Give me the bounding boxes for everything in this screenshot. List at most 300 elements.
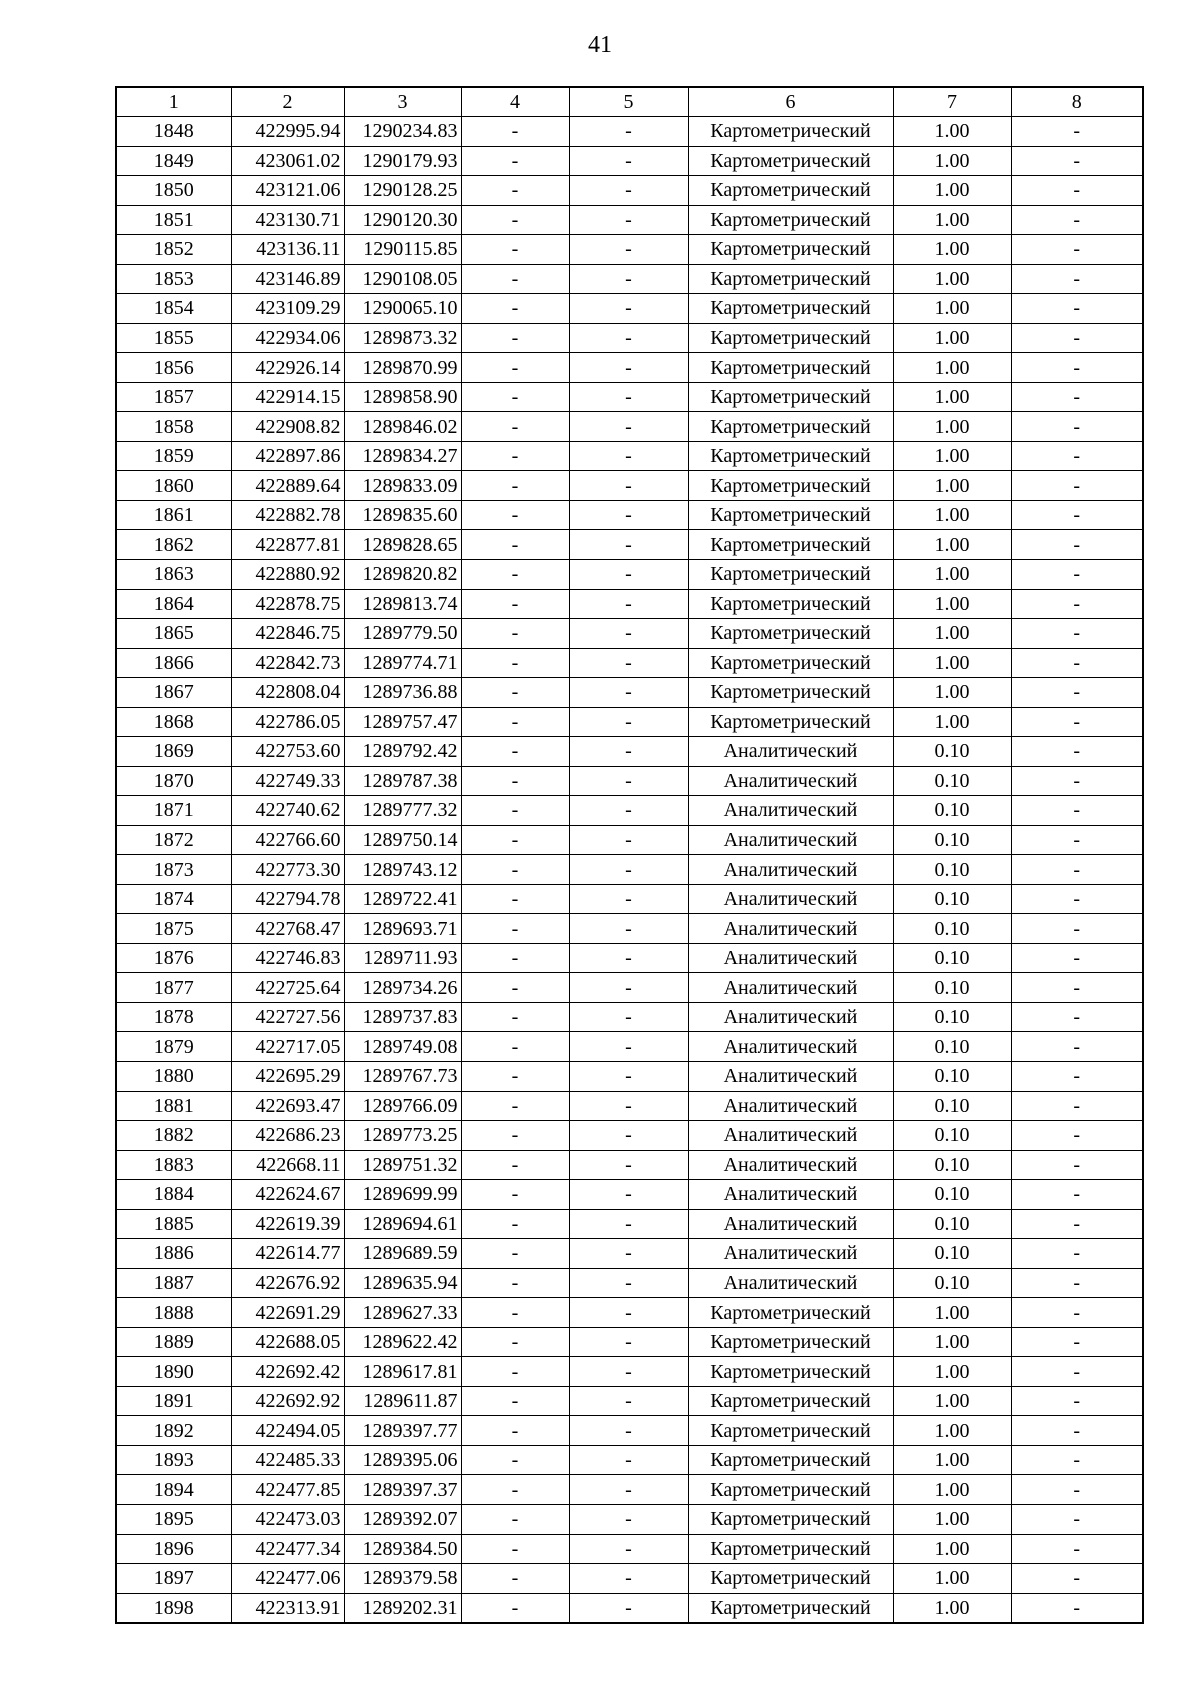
col4-cell: - bbox=[461, 825, 569, 855]
y-coordinate-cell: 1289792.42 bbox=[344, 737, 461, 767]
x-coordinate-cell: 422691.29 bbox=[231, 1298, 344, 1328]
col5-cell: - bbox=[569, 855, 688, 885]
y-coordinate-cell: 1289820.82 bbox=[344, 559, 461, 589]
table-row bbox=[116, 1150, 1143, 1180]
y-coordinate-cell: 1289833.09 bbox=[344, 471, 461, 501]
x-coordinate-cell: 422668.11 bbox=[231, 1150, 344, 1180]
col8-cell: - bbox=[1011, 1268, 1143, 1298]
point-number-cell: 1897 bbox=[116, 1564, 231, 1594]
col8-cell: - bbox=[1011, 619, 1143, 649]
col5-cell: - bbox=[569, 1062, 688, 1092]
col8-cell: - bbox=[1011, 884, 1143, 914]
accuracy-cell: 0.10 bbox=[893, 766, 1011, 796]
x-coordinate-cell: 422768.47 bbox=[231, 914, 344, 944]
col8-cell: - bbox=[1011, 500, 1143, 530]
y-coordinate-cell: 1290108.05 bbox=[344, 264, 461, 294]
table-row bbox=[116, 1593, 1143, 1623]
col5-cell: - bbox=[569, 619, 688, 649]
table-row bbox=[116, 235, 1143, 265]
method-cell: Картометрический bbox=[688, 1593, 893, 1623]
y-coordinate-cell: 1289736.88 bbox=[344, 678, 461, 708]
col4-cell: - bbox=[461, 973, 569, 1003]
col4-cell: - bbox=[461, 1150, 569, 1180]
y-coordinate-cell: 1289379.58 bbox=[344, 1564, 461, 1594]
table-row bbox=[116, 294, 1143, 324]
x-coordinate-cell: 422725.64 bbox=[231, 973, 344, 1003]
col5-cell: - bbox=[569, 766, 688, 796]
table-row bbox=[116, 678, 1143, 708]
table-row bbox=[116, 1357, 1143, 1387]
x-coordinate-cell: 423109.29 bbox=[231, 294, 344, 324]
col8-cell: - bbox=[1011, 294, 1143, 324]
table-row bbox=[116, 737, 1143, 767]
accuracy-cell: 0.10 bbox=[893, 855, 1011, 885]
table-row bbox=[116, 500, 1143, 530]
col5-cell: - bbox=[569, 1002, 688, 1032]
col8-cell: - bbox=[1011, 1239, 1143, 1269]
col4-cell: - bbox=[461, 1121, 569, 1151]
accuracy-cell: 1.00 bbox=[893, 117, 1011, 147]
col4-cell: - bbox=[461, 737, 569, 767]
table-row bbox=[116, 382, 1143, 412]
table-row bbox=[116, 1475, 1143, 1505]
table-header-row bbox=[116, 87, 1143, 117]
y-coordinate-cell: 1289787.38 bbox=[344, 766, 461, 796]
accuracy-cell: 1.00 bbox=[893, 589, 1011, 619]
x-coordinate-cell: 422889.64 bbox=[231, 471, 344, 501]
point-number-cell: 1879 bbox=[116, 1032, 231, 1062]
col4-cell: - bbox=[461, 1062, 569, 1092]
y-coordinate-cell: 1290120.30 bbox=[344, 205, 461, 235]
x-coordinate-cell: 422934.06 bbox=[231, 323, 344, 353]
point-number-cell: 1872 bbox=[116, 825, 231, 855]
y-coordinate-cell: 1289689.59 bbox=[344, 1239, 461, 1269]
point-number-cell: 1859 bbox=[116, 441, 231, 471]
col5-cell: - bbox=[569, 1180, 688, 1210]
method-cell: Картометрический bbox=[688, 648, 893, 678]
x-coordinate-cell: 423061.02 bbox=[231, 146, 344, 176]
y-coordinate-cell: 1290234.83 bbox=[344, 117, 461, 147]
method-cell: Картометрический bbox=[688, 707, 893, 737]
x-coordinate-cell: 422619.39 bbox=[231, 1209, 344, 1239]
table-row bbox=[116, 146, 1143, 176]
table-row bbox=[116, 884, 1143, 914]
col8-cell: - bbox=[1011, 737, 1143, 767]
point-number-cell: 1849 bbox=[116, 146, 231, 176]
y-coordinate-cell: 1289694.61 bbox=[344, 1209, 461, 1239]
column-header: 5 bbox=[569, 87, 688, 117]
table-row bbox=[116, 1564, 1143, 1594]
col8-cell: - bbox=[1011, 1062, 1143, 1092]
point-number-cell: 1889 bbox=[116, 1327, 231, 1357]
x-coordinate-cell: 422477.34 bbox=[231, 1534, 344, 1564]
col4-cell: - bbox=[461, 1239, 569, 1269]
col8-cell: - bbox=[1011, 323, 1143, 353]
col4-cell: - bbox=[461, 707, 569, 737]
y-coordinate-cell: 1289767.73 bbox=[344, 1062, 461, 1092]
col5-cell: - bbox=[569, 382, 688, 412]
column-header: 4 bbox=[461, 87, 569, 117]
x-coordinate-cell: 422727.56 bbox=[231, 1002, 344, 1032]
accuracy-cell: 1.00 bbox=[893, 619, 1011, 649]
col8-cell: - bbox=[1011, 1534, 1143, 1564]
y-coordinate-cell: 1289711.93 bbox=[344, 943, 461, 973]
accuracy-cell: 1.00 bbox=[893, 1504, 1011, 1534]
method-cell: Картометрический bbox=[688, 117, 893, 147]
accuracy-cell: 1.00 bbox=[893, 353, 1011, 383]
accuracy-cell: 0.10 bbox=[893, 1121, 1011, 1151]
accuracy-cell: 1.00 bbox=[893, 1445, 1011, 1475]
col5-cell: - bbox=[569, 1593, 688, 1623]
x-coordinate-cell: 422686.23 bbox=[231, 1121, 344, 1151]
accuracy-cell: 1.00 bbox=[893, 678, 1011, 708]
accuracy-cell: 0.10 bbox=[893, 825, 1011, 855]
col4-cell: - bbox=[461, 1180, 569, 1210]
col4-cell: - bbox=[461, 176, 569, 206]
table-row bbox=[116, 943, 1143, 973]
col8-cell: - bbox=[1011, 1386, 1143, 1416]
method-cell: Аналитический bbox=[688, 766, 893, 796]
col8-cell: - bbox=[1011, 117, 1143, 147]
point-number-cell: 1858 bbox=[116, 412, 231, 442]
accuracy-cell: 0.10 bbox=[893, 1150, 1011, 1180]
col5-cell: - bbox=[569, 117, 688, 147]
accuracy-cell: 0.10 bbox=[893, 1032, 1011, 1062]
y-coordinate-cell: 1290128.25 bbox=[344, 176, 461, 206]
table-row bbox=[116, 1416, 1143, 1446]
x-coordinate-cell: 423130.71 bbox=[231, 205, 344, 235]
point-number-cell: 1864 bbox=[116, 589, 231, 619]
table-row bbox=[116, 205, 1143, 235]
x-coordinate-cell: 422794.78 bbox=[231, 884, 344, 914]
y-coordinate-cell: 1289870.99 bbox=[344, 353, 461, 383]
col8-cell: - bbox=[1011, 1416, 1143, 1446]
col4-cell: - bbox=[461, 559, 569, 589]
y-coordinate-cell: 1289397.77 bbox=[344, 1416, 461, 1446]
point-number-cell: 1866 bbox=[116, 648, 231, 678]
method-cell: Аналитический bbox=[688, 1002, 893, 1032]
accuracy-cell: 1.00 bbox=[893, 205, 1011, 235]
col8-cell: - bbox=[1011, 559, 1143, 589]
col5-cell: - bbox=[569, 559, 688, 589]
col5-cell: - bbox=[569, 737, 688, 767]
method-cell: Картометрический bbox=[688, 559, 893, 589]
y-coordinate-cell: 1289384.50 bbox=[344, 1534, 461, 1564]
point-number-cell: 1869 bbox=[116, 737, 231, 767]
column-header: 8 bbox=[1011, 87, 1143, 117]
col4-cell: - bbox=[461, 619, 569, 649]
method-cell: Картометрический bbox=[688, 1504, 893, 1534]
col8-cell: - bbox=[1011, 1032, 1143, 1062]
y-coordinate-cell: 1289737.83 bbox=[344, 1002, 461, 1032]
col8-cell: - bbox=[1011, 176, 1143, 206]
x-coordinate-cell: 422494.05 bbox=[231, 1416, 344, 1446]
col4-cell: - bbox=[461, 1268, 569, 1298]
table-row bbox=[116, 707, 1143, 737]
method-cell: Картометрический bbox=[688, 1298, 893, 1328]
col4-cell: - bbox=[461, 1504, 569, 1534]
x-coordinate-cell: 422878.75 bbox=[231, 589, 344, 619]
col8-cell: - bbox=[1011, 235, 1143, 265]
accuracy-cell: 0.10 bbox=[893, 943, 1011, 973]
y-coordinate-cell: 1289699.99 bbox=[344, 1180, 461, 1210]
col8-cell: - bbox=[1011, 678, 1143, 708]
y-coordinate-cell: 1289846.02 bbox=[344, 412, 461, 442]
method-cell: Аналитический bbox=[688, 855, 893, 885]
x-coordinate-cell: 422842.73 bbox=[231, 648, 344, 678]
accuracy-cell: 1.00 bbox=[893, 500, 1011, 530]
table-row bbox=[116, 619, 1143, 649]
col5-cell: - bbox=[569, 1268, 688, 1298]
column-header: 7 bbox=[893, 87, 1011, 117]
y-coordinate-cell: 1289834.27 bbox=[344, 441, 461, 471]
point-number-cell: 1870 bbox=[116, 766, 231, 796]
table-row bbox=[116, 1002, 1143, 1032]
point-number-cell: 1852 bbox=[116, 235, 231, 265]
col5-cell: - bbox=[569, 1534, 688, 1564]
col8-cell: - bbox=[1011, 1593, 1143, 1623]
x-coordinate-cell: 422485.33 bbox=[231, 1445, 344, 1475]
y-coordinate-cell: 1289777.32 bbox=[344, 796, 461, 826]
col4-cell: - bbox=[461, 678, 569, 708]
x-coordinate-cell: 422908.82 bbox=[231, 412, 344, 442]
col4-cell: - bbox=[461, 1032, 569, 1062]
method-cell: Картометрический bbox=[688, 619, 893, 649]
accuracy-cell: 1.00 bbox=[893, 1475, 1011, 1505]
table-row bbox=[116, 1534, 1143, 1564]
table-row bbox=[116, 1091, 1143, 1121]
y-coordinate-cell: 1289813.74 bbox=[344, 589, 461, 619]
table-row bbox=[116, 1209, 1143, 1239]
y-coordinate-cell: 1289779.50 bbox=[344, 619, 461, 649]
point-number-cell: 1876 bbox=[116, 943, 231, 973]
x-coordinate-cell: 422877.81 bbox=[231, 530, 344, 560]
col4-cell: - bbox=[461, 530, 569, 560]
col5-cell: - bbox=[569, 678, 688, 708]
point-number-cell: 1850 bbox=[116, 176, 231, 206]
table-row bbox=[116, 1121, 1143, 1151]
y-coordinate-cell: 1289773.25 bbox=[344, 1121, 461, 1151]
col8-cell: - bbox=[1011, 471, 1143, 501]
method-cell: Картометрический bbox=[688, 235, 893, 265]
point-number-cell: 1887 bbox=[116, 1268, 231, 1298]
table-row bbox=[116, 559, 1143, 589]
method-cell: Аналитический bbox=[688, 884, 893, 914]
col4-cell: - bbox=[461, 1593, 569, 1623]
point-number-cell: 1862 bbox=[116, 530, 231, 560]
point-number-cell: 1881 bbox=[116, 1091, 231, 1121]
col8-cell: - bbox=[1011, 1091, 1143, 1121]
col5-cell: - bbox=[569, 943, 688, 973]
col4-cell: - bbox=[461, 146, 569, 176]
col5-cell: - bbox=[569, 294, 688, 324]
method-cell: Аналитический bbox=[688, 1062, 893, 1092]
col8-cell: - bbox=[1011, 707, 1143, 737]
col4-cell: - bbox=[461, 943, 569, 973]
x-coordinate-cell: 422695.29 bbox=[231, 1062, 344, 1092]
col5-cell: - bbox=[569, 648, 688, 678]
x-coordinate-cell: 422926.14 bbox=[231, 353, 344, 383]
x-coordinate-cell: 422473.03 bbox=[231, 1504, 344, 1534]
method-cell: Картометрический bbox=[688, 530, 893, 560]
accuracy-cell: 1.00 bbox=[893, 264, 1011, 294]
point-number-cell: 1857 bbox=[116, 382, 231, 412]
x-coordinate-cell: 422692.42 bbox=[231, 1357, 344, 1387]
method-cell: Картометрический bbox=[688, 353, 893, 383]
col4-cell: - bbox=[461, 323, 569, 353]
point-number-cell: 1888 bbox=[116, 1298, 231, 1328]
col4-cell: - bbox=[461, 500, 569, 530]
column-header: 2 bbox=[231, 87, 344, 117]
point-number-cell: 1895 bbox=[116, 1504, 231, 1534]
col8-cell: - bbox=[1011, 1298, 1143, 1328]
point-number-cell: 1871 bbox=[116, 796, 231, 826]
table-row bbox=[116, 353, 1143, 383]
col8-cell: - bbox=[1011, 973, 1143, 1003]
table-row bbox=[116, 1062, 1143, 1092]
col4-cell: - bbox=[461, 1386, 569, 1416]
col8-cell: - bbox=[1011, 1564, 1143, 1594]
col4-cell: - bbox=[461, 766, 569, 796]
x-coordinate-cell: 422614.77 bbox=[231, 1239, 344, 1269]
y-coordinate-cell: 1289757.47 bbox=[344, 707, 461, 737]
col8-cell: - bbox=[1011, 1357, 1143, 1387]
col8-cell: - bbox=[1011, 1504, 1143, 1534]
col8-cell: - bbox=[1011, 1209, 1143, 1239]
method-cell: Картометрический bbox=[688, 1564, 893, 1594]
page-number: 41 bbox=[588, 32, 612, 58]
point-number-cell: 1891 bbox=[116, 1386, 231, 1416]
accuracy-cell: 1.00 bbox=[893, 530, 1011, 560]
method-cell: Картометрический bbox=[688, 500, 893, 530]
accuracy-cell: 1.00 bbox=[893, 1416, 1011, 1446]
y-coordinate-cell: 1289774.71 bbox=[344, 648, 461, 678]
method-cell: Картометрический bbox=[688, 1327, 893, 1357]
coordinates-table bbox=[115, 86, 1144, 1624]
point-number-cell: 1875 bbox=[116, 914, 231, 944]
col5-cell: - bbox=[569, 1150, 688, 1180]
y-coordinate-cell: 1289617.81 bbox=[344, 1357, 461, 1387]
method-cell: Картометрический bbox=[688, 264, 893, 294]
col5-cell: - bbox=[569, 1209, 688, 1239]
y-coordinate-cell: 1289858.90 bbox=[344, 382, 461, 412]
col5-cell: - bbox=[569, 589, 688, 619]
table-row bbox=[116, 855, 1143, 885]
table-body bbox=[116, 117, 1143, 1624]
col5-cell: - bbox=[569, 412, 688, 442]
method-cell: Картометрический bbox=[688, 1386, 893, 1416]
y-coordinate-cell: 1289627.33 bbox=[344, 1298, 461, 1328]
method-cell: Аналитический bbox=[688, 914, 893, 944]
y-coordinate-cell: 1290179.93 bbox=[344, 146, 461, 176]
method-cell: Картометрический bbox=[688, 205, 893, 235]
y-coordinate-cell: 1289635.94 bbox=[344, 1268, 461, 1298]
x-coordinate-cell: 422477.85 bbox=[231, 1475, 344, 1505]
col4-cell: - bbox=[461, 589, 569, 619]
method-cell: Аналитический bbox=[688, 1268, 893, 1298]
x-coordinate-cell: 422676.92 bbox=[231, 1268, 344, 1298]
accuracy-cell: 1.00 bbox=[893, 382, 1011, 412]
y-coordinate-cell: 1290115.85 bbox=[344, 235, 461, 265]
method-cell: Аналитический bbox=[688, 737, 893, 767]
col4-cell: - bbox=[461, 1475, 569, 1505]
table-row bbox=[116, 766, 1143, 796]
y-coordinate-cell: 1290065.10 bbox=[344, 294, 461, 324]
accuracy-cell: 1.00 bbox=[893, 323, 1011, 353]
accuracy-cell: 0.10 bbox=[893, 1209, 1011, 1239]
method-cell: Картометрический bbox=[688, 146, 893, 176]
point-number-cell: 1861 bbox=[116, 500, 231, 530]
y-coordinate-cell: 1289749.08 bbox=[344, 1032, 461, 1062]
table-row bbox=[116, 796, 1143, 826]
method-cell: Аналитический bbox=[688, 1121, 893, 1151]
point-number-cell: 1865 bbox=[116, 619, 231, 649]
accuracy-cell: 1.00 bbox=[893, 1386, 1011, 1416]
method-cell: Картометрический bbox=[688, 471, 893, 501]
col5-cell: - bbox=[569, 500, 688, 530]
x-coordinate-cell: 422693.47 bbox=[231, 1091, 344, 1121]
col8-cell: - bbox=[1011, 1121, 1143, 1151]
accuracy-cell: 0.10 bbox=[893, 1091, 1011, 1121]
col5-cell: - bbox=[569, 796, 688, 826]
table-row bbox=[116, 1180, 1143, 1210]
accuracy-cell: 0.10 bbox=[893, 1002, 1011, 1032]
y-coordinate-cell: 1289828.65 bbox=[344, 530, 461, 560]
col5-cell: - bbox=[569, 707, 688, 737]
accuracy-cell: 0.10 bbox=[893, 914, 1011, 944]
x-coordinate-cell: 422717.05 bbox=[231, 1032, 344, 1062]
point-number-cell: 1860 bbox=[116, 471, 231, 501]
x-coordinate-cell: 422914.15 bbox=[231, 382, 344, 412]
col4-cell: - bbox=[461, 1209, 569, 1239]
col8-cell: - bbox=[1011, 1327, 1143, 1357]
col8-cell: - bbox=[1011, 943, 1143, 973]
col5-cell: - bbox=[569, 1032, 688, 1062]
table-row bbox=[116, 1327, 1143, 1357]
table-row bbox=[116, 1386, 1143, 1416]
accuracy-cell: 0.10 bbox=[893, 796, 1011, 826]
col5-cell: - bbox=[569, 176, 688, 206]
accuracy-cell: 1.00 bbox=[893, 707, 1011, 737]
table-row bbox=[116, 1298, 1143, 1328]
col4-cell: - bbox=[461, 382, 569, 412]
col8-cell: - bbox=[1011, 855, 1143, 885]
col5-cell: - bbox=[569, 205, 688, 235]
col5-cell: - bbox=[569, 146, 688, 176]
col5-cell: - bbox=[569, 973, 688, 1003]
col4-cell: - bbox=[461, 353, 569, 383]
col4-cell: - bbox=[461, 1445, 569, 1475]
col5-cell: - bbox=[569, 353, 688, 383]
x-coordinate-cell: 423121.06 bbox=[231, 176, 344, 206]
accuracy-cell: 1.00 bbox=[893, 146, 1011, 176]
accuracy-cell: 1.00 bbox=[893, 1534, 1011, 1564]
y-coordinate-cell: 1289835.60 bbox=[344, 500, 461, 530]
accuracy-cell: 1.00 bbox=[893, 1593, 1011, 1623]
method-cell: Картометрический bbox=[688, 1445, 893, 1475]
accuracy-cell: 1.00 bbox=[893, 235, 1011, 265]
method-cell: Картометрический bbox=[688, 1416, 893, 1446]
col8-cell: - bbox=[1011, 530, 1143, 560]
col8-cell: - bbox=[1011, 264, 1143, 294]
table-row bbox=[116, 441, 1143, 471]
y-coordinate-cell: 1289734.26 bbox=[344, 973, 461, 1003]
point-number-cell: 1898 bbox=[116, 1593, 231, 1623]
x-coordinate-cell: 422692.92 bbox=[231, 1386, 344, 1416]
col8-cell: - bbox=[1011, 589, 1143, 619]
accuracy-cell: 1.00 bbox=[893, 176, 1011, 206]
accuracy-cell: 1.00 bbox=[893, 441, 1011, 471]
